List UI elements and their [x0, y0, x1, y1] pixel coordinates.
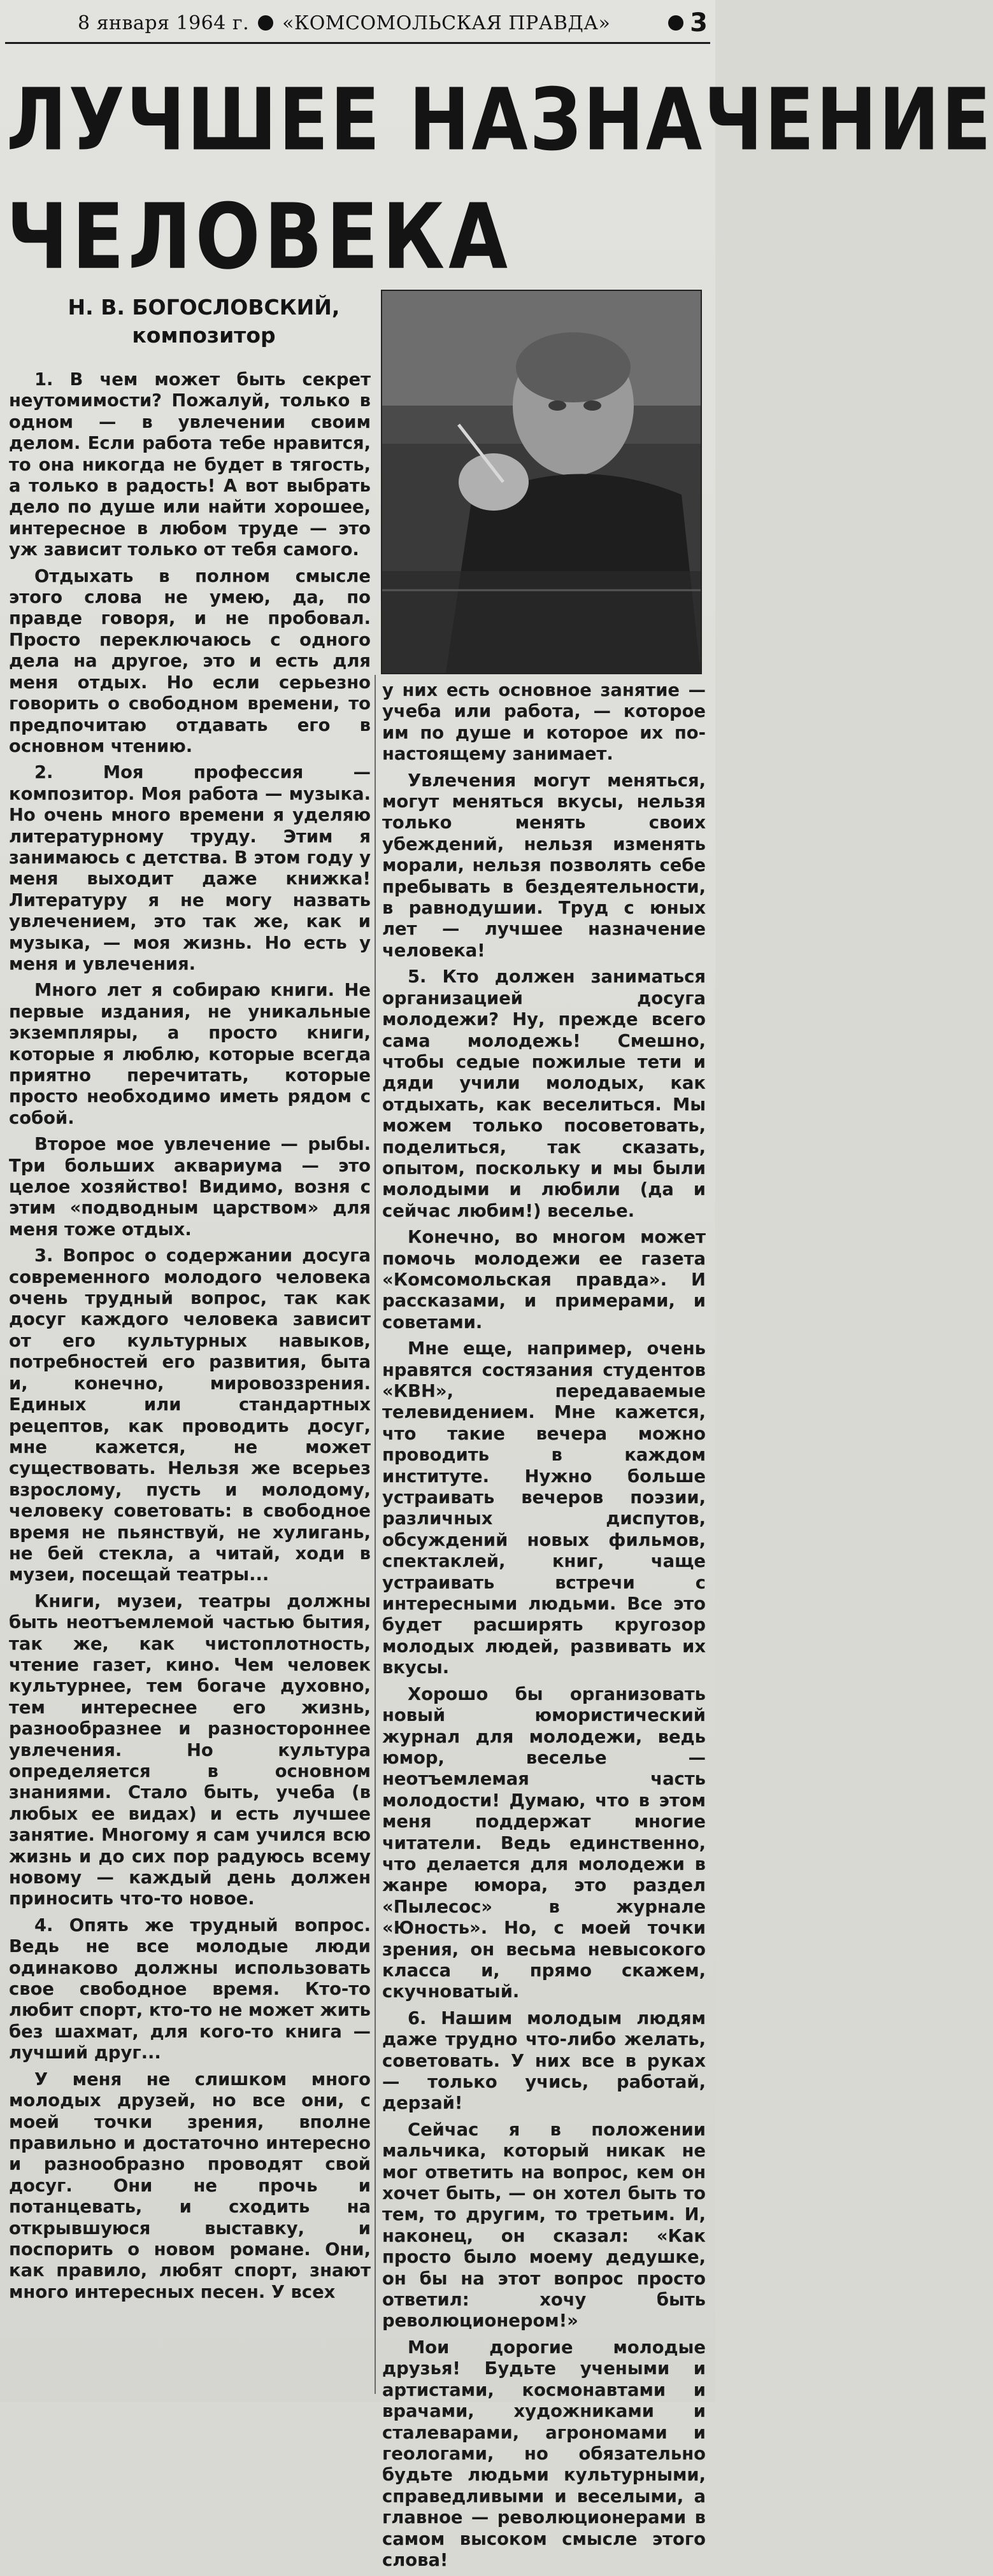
masthead [8, 5, 708, 41]
article-paragraph: Увлечения могут меняться, могут меняться вкусы, нельзя только менять своих убеждений, нельзя изменять морали, нельзя позволять себе пребывать в бездеятельности, в равнодушии. Труд с юных лет — лучшее назначение человека! [382, 770, 706, 961]
article-paragraph: У меня не слишком много молодых друзей, но все они, с моей точки зрения, вполне правильно и достаточно интересно и разнообразно проводят свой досуг. Они не прочь и потанцевать, и сходить на открывшуюся выставку, и поспорить о новом романе. Они, как правило, любят спорт, знают много интересных песен. У всех [9, 2069, 371, 2302]
article-paragraph: 2. Моя профессия — композитор. Моя работа — музыка. Но очень много времени я уделяю литературному труду. Этим я занимаюсь с детства. В этом году у меня выходит даже книжка! Литературу я не могу назвать увлечением, это так же, как и музыка, — моя жизнь. Но есть у меня и увлечения. [9, 763, 371, 974]
article-paragraph: 4. Опять же трудный вопрос. Ведь не все молодые люди одинаково должны использовать свое свободное время. Кто-то любит спорт, кто-то не может жить без шахмат, для кого-то книга — лучший друг... [9, 1915, 371, 2063]
headline-line-2: ЧЕЛОВЕКА [6, 185, 512, 290]
article-paragraph: 5. Кто должен заниматься организацией досуга молодежи? Ну, прежде всего сама молодежь! Смешно, чтобы седые пожилые тети и дяди учили молодых, как отдыхать, как веселиться. Мы можем только посоветовать, поделиться, так сказать, опытом, поскольку и мы были молодыми и любили (да и сейчас любим!) веселье. [382, 967, 706, 1221]
newspaper-name: «КОМСОМОЛЬСКАЯ ПРАВДА» [282, 11, 611, 34]
masthead-rule [5, 42, 710, 44]
article-paragraph: Отдыхать в полном смысле этого слова не умею, да, по правде говоря, и не пробовал. Просто переключаюсь с одного дела на другое, это и есть для меня отдых. Но если серьезно говорить о свободном времени, то предпочитаю отдавать его в основном чтению. [9, 566, 371, 756]
page-number-block [668, 8, 708, 38]
right-column [382, 680, 706, 2576]
article-paragraph: Второе мое увлечение — рыбы. Три больших аквариума — это целое хозяйство! Видимо, возня с этим «подводным царством» для меня тоже отдых. [9, 1135, 371, 1240]
article-paragraph: Мои дорогие молодые друзья! Будьте учеными и артистами, космонавтами и врачами, художниками и сталеварами, агрономами и геологами, но обязательно будьте людьми культурными, справедливыми и веселыми, а главное — революционерами в самом высоком смысле этого слова! [382, 2337, 706, 2570]
portrait-image [382, 291, 701, 673]
headline-line-1: ЛУЧШЕЕ НАЗНАЧЕНИЕ [6, 69, 993, 170]
bullet-icon [668, 15, 683, 31]
article-paragraph: Книги, музеи, театры должны быть неотъемлемой частью бытия, так же, как чистоплотность, чтение газет, кино. Чем человек культурнее, тем богаче духовно, тем интереснее его жизнь, разнообразнее и разностороннее увлечения. Но культура определяется в основном знаниями. Стало быть, учеба (в любых ее видах) и есть лучшее занятие. Многому я сам учился всю жизнь и до сих пор радуюсь всему новому — каждый день должен приносить что-то новое. [9, 1591, 371, 1909]
article-paragraph: у них есть основное занятие — учеба или работа, — которое им по душе и которое их по-настоящему занимает. [382, 681, 706, 765]
left-column [9, 369, 371, 2308]
article-paragraph: Сейчас я в положении мальчика, который никак не мог ответить на вопрос, кем он хочет быть, — он хотел быть то тем, то другим, то третьим. И, наконец, он сказал: «Как просто было моему дедушке, он бы на этот вопрос просто ответил: хочу быть революционером!» [382, 2120, 706, 2332]
page-number: 3 [690, 8, 708, 38]
article-paragraph: Мне еще, например, очень нравятся состязания студентов «КВН», передаваемые телевидением. Мне кажется, что такие вечера можно проводить в каждом институте. Нужно больше устраивать вечеров поэзии, различных диспутов, обсуждений новых фильмов, спектаклей, книг, чаще устраивать встречи с интересными людьми. Все это будет расширять кругозор молодых людей, развивать их вкусы. [382, 1339, 706, 1678]
issue-date: 8 января 1964 г. [78, 11, 250, 34]
masthead-center [78, 12, 610, 34]
article-paragraph: Хорошо бы организовать новый юмористический журнал для молодежи, ведь юмор, веселье — неотъемлемая часть молодости! Думаю, что в этом меня поддержат многие читатели. Ведь единственно, что делается для молодежи в жанре юмора, это раздел «Пылесос» в журнале «Юность». Но, с моей точки зрения, он весьма невысокого класса и, прямо скажем, скучноватый. [382, 1684, 706, 2002]
column-divider [375, 675, 376, 2394]
article-paragraph: 1. В чем может быть секрет неутомимости? Пожалуй, только в одном — в увлечении своим делом. Если работа тебе нравится, то она никогда не будет в тягость, а только в радость! А вот выбрать дело по душе или найти хорошее, интересное в любом труде — это уж зависит только от тебя самого. [9, 370, 371, 560]
article-paragraph: 3. Вопрос о содержании досуга современного молодого человека очень трудный вопрос, так как досуг каждого человека зависит от его культурных навыков, потребностей его развития, быта и, конечно, мировоззрения. Единых или стандартных рецептов, как проводить досуг, мне кажется, не может существовать. Нельзя же всерьез взрослому, пусть и молодому, человеку советовать: в свободное время не пьянствуй, не хулигань, не бей стекла, а читай, ходи в музеи, посещай театры... [9, 1246, 371, 1585]
article-paragraph: Конечно, во многом может помочь молодежи ее газета «Комсомольская правда». И рассказами, и примерами, и советами. [382, 1228, 706, 1333]
author-name: Н. В. БОГОСЛОВСКИЙ, [68, 295, 340, 320]
author-role: композитор [132, 323, 276, 348]
bullet-icon [258, 15, 273, 31]
article-paragraph: 6. Нашим молодым людям даже трудно что-либо желать, советовать. У них все в руках — только учись, работай, дерзай! [382, 2008, 706, 2114]
portrait-photo [381, 290, 702, 674]
article-paragraph: Много лет я собираю книги. Не первые издания, не уникальные экземпляры, а просто книги, которые я люблю, которые всегда приятно перечитать, которые просто необходимо иметь рядом с собой. [9, 980, 371, 1128]
